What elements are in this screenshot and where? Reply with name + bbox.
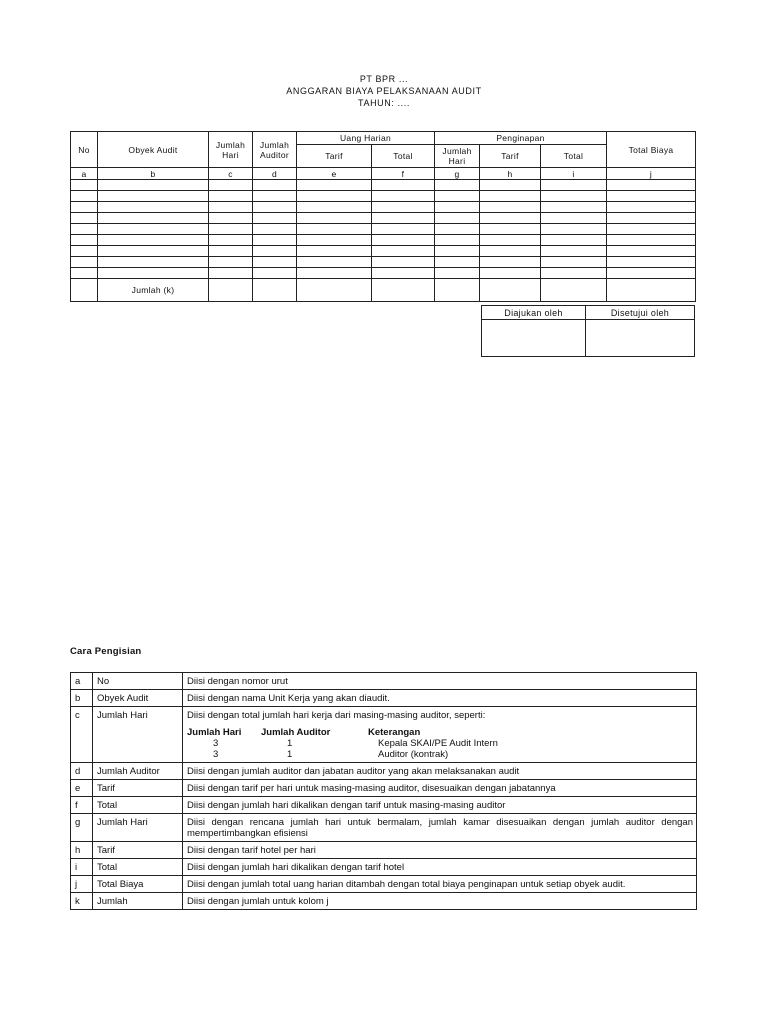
table-cell <box>253 235 297 246</box>
table-cell <box>435 180 480 191</box>
table-cell <box>607 202 696 213</box>
instruction-field: Jumlah Hari <box>93 707 183 763</box>
instruction-description <box>183 780 697 797</box>
instruction-description-text: Diisi dengan jumlah auditor dan jabatan auditor yang akan melaksanakan audit <box>187 766 520 777</box>
header-jumlah-auditor: Jumlah Auditor <box>253 132 297 168</box>
column-letter-row <box>71 168 696 180</box>
example-header: Jumlah Auditor <box>261 727 331 738</box>
table-cell <box>98 202 209 213</box>
table-cell <box>607 235 696 246</box>
table-cell <box>480 279 541 302</box>
table-cell <box>480 202 541 213</box>
instruction-row <box>71 893 697 910</box>
instruction-code: g <box>71 814 93 842</box>
instruction-code: h <box>71 842 93 859</box>
instruction-description-text: Diisi dengan nama Unit Kerja yang akan diaudit. <box>187 693 390 704</box>
table-cell <box>372 268 435 279</box>
instruction-row <box>71 690 697 707</box>
instruction-row <box>71 780 697 797</box>
table-cell <box>372 279 435 302</box>
table-cell <box>71 246 98 257</box>
table-cell <box>541 202 607 213</box>
instruction-code: i <box>71 859 93 876</box>
table-cell <box>480 180 541 191</box>
table-cell <box>98 268 209 279</box>
instruction-field: Total <box>93 859 183 876</box>
table-cell <box>372 257 435 268</box>
column-letter: d <box>253 168 297 180</box>
table-cell <box>372 224 435 235</box>
table-cell <box>541 257 607 268</box>
table-cell <box>253 268 297 279</box>
example-cell: Kepala SKAI/PE Audit Intern <box>378 738 498 749</box>
table-cell <box>480 246 541 257</box>
column-letter: c <box>209 168 253 180</box>
instruction-row <box>71 842 697 859</box>
table-cell <box>607 246 696 257</box>
table-cell <box>98 235 209 246</box>
example-header: Keterangan <box>368 727 421 738</box>
table-cell <box>480 213 541 224</box>
instruction-description <box>183 707 697 763</box>
table-cell <box>297 268 372 279</box>
example-row <box>187 749 693 760</box>
table-cell <box>209 268 253 279</box>
table-cell <box>435 224 480 235</box>
instruction-field: No <box>93 673 183 690</box>
table-cell <box>71 235 98 246</box>
table-cell <box>607 224 696 235</box>
document-header <box>0 73 768 109</box>
table-cell <box>541 246 607 257</box>
table-cell <box>541 279 607 302</box>
header-uh-total: Total <box>372 145 435 168</box>
table-row <box>71 257 696 268</box>
budget-table <box>70 131 696 302</box>
column-letter: b <box>98 168 209 180</box>
table-cell <box>253 202 297 213</box>
table-cell <box>98 257 209 268</box>
table-row <box>71 202 696 213</box>
table-cell <box>209 224 253 235</box>
table-cell <box>372 191 435 202</box>
example-header: Jumlah Hari <box>187 727 242 738</box>
table-cell <box>372 180 435 191</box>
table-cell <box>607 213 696 224</box>
table-cell <box>209 246 253 257</box>
table-cell <box>541 180 607 191</box>
table-cell <box>209 180 253 191</box>
instruction-code: a <box>71 673 93 690</box>
table-row <box>71 213 696 224</box>
instruction-field: Jumlah Auditor <box>93 763 183 780</box>
table-cell <box>98 180 209 191</box>
instruction-description-text: Diisi dengan tarif per hari untuk masing-masing auditor, disesuaikan dengan jabatannya <box>187 783 556 794</box>
table-row <box>71 235 696 246</box>
instruction-field: Obyek Audit <box>93 690 183 707</box>
table-cell <box>71 257 98 268</box>
table-cell <box>297 213 372 224</box>
instruction-description <box>183 893 697 910</box>
instruction-row <box>71 797 697 814</box>
header-pg-tarif: Tarif <box>480 145 541 168</box>
example-cell: 1 <box>287 738 293 749</box>
approval-table <box>481 305 695 357</box>
instruction-code: j <box>71 876 93 893</box>
instruction-row <box>71 673 697 690</box>
table-cell <box>541 235 607 246</box>
total-label: Jumlah (k) <box>98 279 209 302</box>
table-row <box>71 268 696 279</box>
header-total-biaya: Total Biaya <box>607 132 696 168</box>
header-penginapan: Penginapan <box>435 132 607 145</box>
instruction-description-text: Diisi dengan jumlah untuk kolom j <box>187 896 329 907</box>
instruction-description <box>183 763 697 780</box>
instruction-field: Total Biaya <box>93 876 183 893</box>
instruction-row <box>71 763 697 780</box>
table-cell <box>297 191 372 202</box>
example-cell: Auditor (kontrak) <box>378 749 449 760</box>
instruction-row <box>71 814 697 842</box>
table-cell <box>253 279 297 302</box>
header-uang-harian: Uang Harian <box>297 132 435 145</box>
table-cell <box>297 257 372 268</box>
table-cell <box>541 268 607 279</box>
header-uh-tarif: Tarif <box>297 145 372 168</box>
table-cell <box>607 268 696 279</box>
header-no: No <box>71 132 98 168</box>
instruction-description-text: Diisi dengan jumlah hari dikalikan dengan tarif untuk masing-masing auditor <box>187 800 506 811</box>
instruction-description-text: Diisi dengan total jumlah hari kerja dari masing-masing auditor, seperti: <box>187 710 486 721</box>
column-letter: a <box>71 168 98 180</box>
instructions-table <box>70 672 697 910</box>
column-letter: h <box>480 168 541 180</box>
instruction-description <box>183 797 697 814</box>
approved-by-label: Disetujui oleh <box>586 306 695 320</box>
header-obyek-audit: Obyek Audit <box>98 132 209 168</box>
table-cell <box>435 268 480 279</box>
table-cell <box>435 279 480 302</box>
instruction-field: Tarif <box>93 842 183 859</box>
table-cell <box>607 180 696 191</box>
table-cell <box>209 191 253 202</box>
table-cell <box>253 213 297 224</box>
example-header-row <box>187 727 693 738</box>
instruction-description <box>183 673 697 690</box>
instruction-row <box>71 876 697 893</box>
instruction-description <box>183 876 697 893</box>
table-cell <box>71 202 98 213</box>
document-title: ANGGARAN BIAYA PELAKSANAAN AUDIT <box>286 86 482 96</box>
instruction-description <box>183 690 697 707</box>
table-cell <box>209 213 253 224</box>
table-row <box>71 191 696 202</box>
table-row <box>71 246 696 257</box>
column-letter: f <box>372 168 435 180</box>
table-cell <box>253 191 297 202</box>
table-cell <box>253 246 297 257</box>
instruction-code: e <box>71 780 93 797</box>
table-cell <box>541 191 607 202</box>
table-cell <box>98 224 209 235</box>
table-cell <box>297 235 372 246</box>
table-cell <box>435 202 480 213</box>
table-cell <box>209 235 253 246</box>
instruction-code: d <box>71 763 93 780</box>
table-cell <box>253 180 297 191</box>
instruction-description-text: Diisi dengan rencana jumlah hari untuk bermalam, jumlah kamar disesuaikan dengan jumlah auditor dengan mempertimbangkan efisiensi <box>187 817 693 839</box>
instruction-code: c <box>71 707 93 763</box>
table-cell <box>372 202 435 213</box>
example-table <box>187 727 693 760</box>
table-cell <box>253 257 297 268</box>
table-cell <box>372 246 435 257</box>
instruction-code: k <box>71 893 93 910</box>
instruction-code: b <box>71 690 93 707</box>
table-cell <box>98 213 209 224</box>
table-cell <box>209 279 253 302</box>
table-cell <box>98 191 209 202</box>
table-cell <box>71 279 98 302</box>
instruction-field: Tarif <box>93 780 183 797</box>
table-cell <box>209 257 253 268</box>
header-jumlah-hari: Jumlah Hari <box>209 132 253 168</box>
total-row <box>71 279 696 302</box>
instruction-row <box>71 707 697 763</box>
document-year: TAHUN: .... <box>358 98 410 108</box>
table-cell <box>607 191 696 202</box>
instruction-description <box>183 842 697 859</box>
column-letter: g <box>435 168 480 180</box>
instruction-row <box>71 859 697 876</box>
table-cell <box>71 268 98 279</box>
instruction-field: Jumlah <box>93 893 183 910</box>
approved-by-signature-box <box>586 320 695 357</box>
table-cell <box>480 257 541 268</box>
table-cell <box>435 191 480 202</box>
table-cell <box>435 213 480 224</box>
table-row <box>71 180 696 191</box>
table-cell <box>297 246 372 257</box>
table-cell <box>372 213 435 224</box>
table-cell <box>480 268 541 279</box>
submitted-by-signature-box <box>482 320 586 357</box>
table-cell <box>209 202 253 213</box>
table-cell <box>98 246 209 257</box>
table-cell <box>541 224 607 235</box>
table-cell <box>607 279 696 302</box>
instruction-description-text: Diisi dengan tarif hotel per hari <box>187 845 316 856</box>
table-cell <box>297 224 372 235</box>
example-cell: 3 <box>213 749 219 760</box>
table-cell <box>372 235 435 246</box>
instruction-description-text: Diisi dengan nomor urut <box>187 676 288 687</box>
table-cell <box>480 224 541 235</box>
table-cell <box>435 246 480 257</box>
table-cell <box>297 180 372 191</box>
instruction-field: Jumlah Hari <box>93 814 183 842</box>
instruction-description <box>183 814 697 842</box>
table-cell <box>541 213 607 224</box>
table-cell <box>435 235 480 246</box>
instructions-title: Cara Pengisian <box>70 646 142 657</box>
instruction-field: Total <box>93 797 183 814</box>
example-cell: 1 <box>287 749 293 760</box>
column-letter: i <box>541 168 607 180</box>
table-row <box>71 224 696 235</box>
table-cell <box>435 257 480 268</box>
table-cell <box>71 191 98 202</box>
submitted-by-label: Diajukan oleh <box>482 306 586 320</box>
example-cell: 3 <box>213 738 219 749</box>
table-cell <box>71 180 98 191</box>
table-cell <box>71 224 98 235</box>
table-cell <box>480 235 541 246</box>
table-cell <box>71 213 98 224</box>
budget-table-body <box>71 180 696 279</box>
instruction-description-text: Diisi dengan jumlah total uang harian ditambah dengan total biaya penginapan untuk setiap obyek audit. <box>187 879 626 890</box>
table-cell <box>607 257 696 268</box>
example-row <box>187 738 693 749</box>
header-pg-total: Total <box>541 145 607 168</box>
table-cell <box>297 279 372 302</box>
column-letter: j <box>607 168 696 180</box>
column-letter: e <box>297 168 372 180</box>
header-pg-jumlah-hari: Jumlah Hari <box>435 145 480 168</box>
table-cell <box>480 191 541 202</box>
instruction-code: f <box>71 797 93 814</box>
instruction-description <box>183 859 697 876</box>
instruction-description-text: Diisi dengan jumlah hari dikalikan dengan tarif hotel <box>187 862 405 873</box>
table-cell <box>253 224 297 235</box>
company-name: PT BPR ... <box>359 74 409 84</box>
table-cell <box>297 202 372 213</box>
